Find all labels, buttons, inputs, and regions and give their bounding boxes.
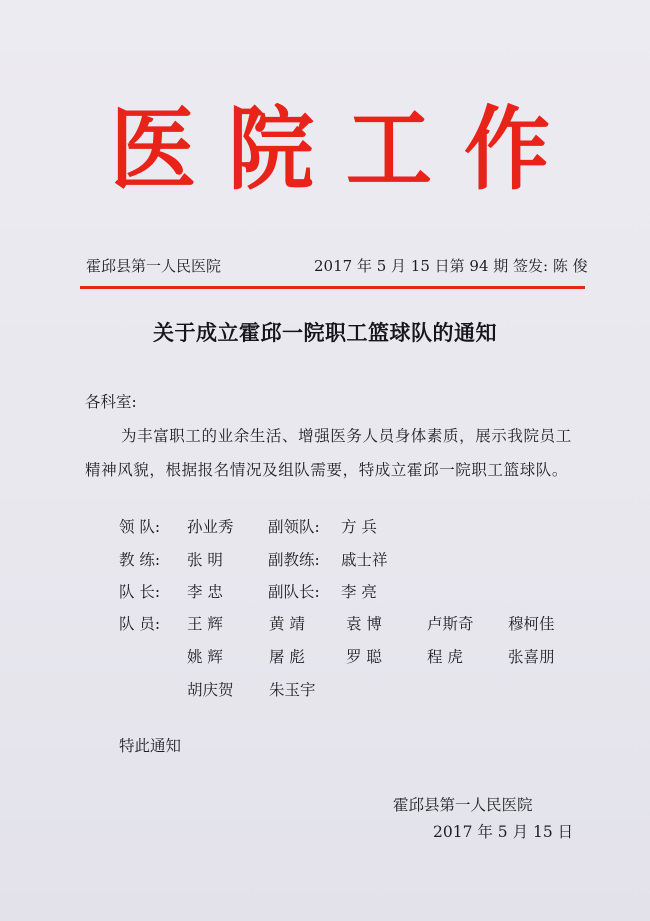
red-divider-line	[80, 286, 585, 289]
coach-name: 张 明	[187, 551, 223, 569]
deputy-leader-label: 副领队:	[268, 518, 320, 536]
deputy-leader-name: 方 兵	[341, 518, 377, 536]
vice-captain-name: 李 亮	[341, 583, 377, 601]
member-name: 朱玉宇	[269, 681, 316, 699]
member-name: 胡庆贺	[187, 681, 234, 699]
closing-remark: 特此通知	[119, 737, 182, 755]
member-name: 黄 靖	[269, 615, 305, 633]
signature-date: 2017 年 5 月 15 日	[433, 823, 574, 841]
masthead-char: 作	[464, 96, 550, 203]
deputy-coach-label: 副教练:	[268, 551, 320, 569]
member-name: 王 辉	[187, 615, 223, 633]
masthead-char: 医	[110, 96, 196, 203]
member-name: 穆柯佳	[508, 615, 555, 633]
members-label: 队 员:	[119, 615, 161, 633]
member-name: 姚 辉	[187, 648, 223, 666]
issuing-organization: 霍邱县第一人民医院	[86, 257, 222, 275]
member-name: 罗 聪	[346, 648, 382, 666]
notice-title: 关于成立霍邱一院职工篮球队的通知	[153, 321, 497, 345]
member-name: 袁 博	[346, 615, 382, 633]
body-paragraph: 为丰富职工的业余生活、增强医务人员身体素质，展示我院员工精神风貌，根据报名情况及组队需要，特成立霍邱一院职工篮球队。	[85, 427, 572, 479]
signature-organization: 霍邱县第一人民医院	[393, 796, 533, 814]
member-name: 张喜朋	[508, 648, 555, 666]
member-name: 卢斯奇	[427, 615, 474, 633]
member-name: 程 虎	[427, 648, 463, 666]
coach-label: 教 练:	[119, 551, 161, 569]
captain-name: 李 忠	[187, 583, 223, 601]
masthead-char: 院	[228, 96, 314, 203]
vice-captain-label: 副队长:	[268, 583, 320, 601]
masthead-title	[110, 95, 550, 205]
deputy-coach-name: 戚士祥	[341, 551, 388, 569]
issue-info: 2017 年 5 月 15 日第 94 期 签发: 陈 俊	[314, 257, 588, 275]
member-name: 屠 彪	[269, 648, 305, 666]
leader-name: 孙业秀	[187, 518, 234, 536]
masthead-char: 工	[346, 96, 432, 203]
salutation: 各科室:	[85, 393, 137, 411]
leader-label: 领 队:	[119, 518, 161, 536]
captain-label: 队 长:	[119, 583, 161, 601]
